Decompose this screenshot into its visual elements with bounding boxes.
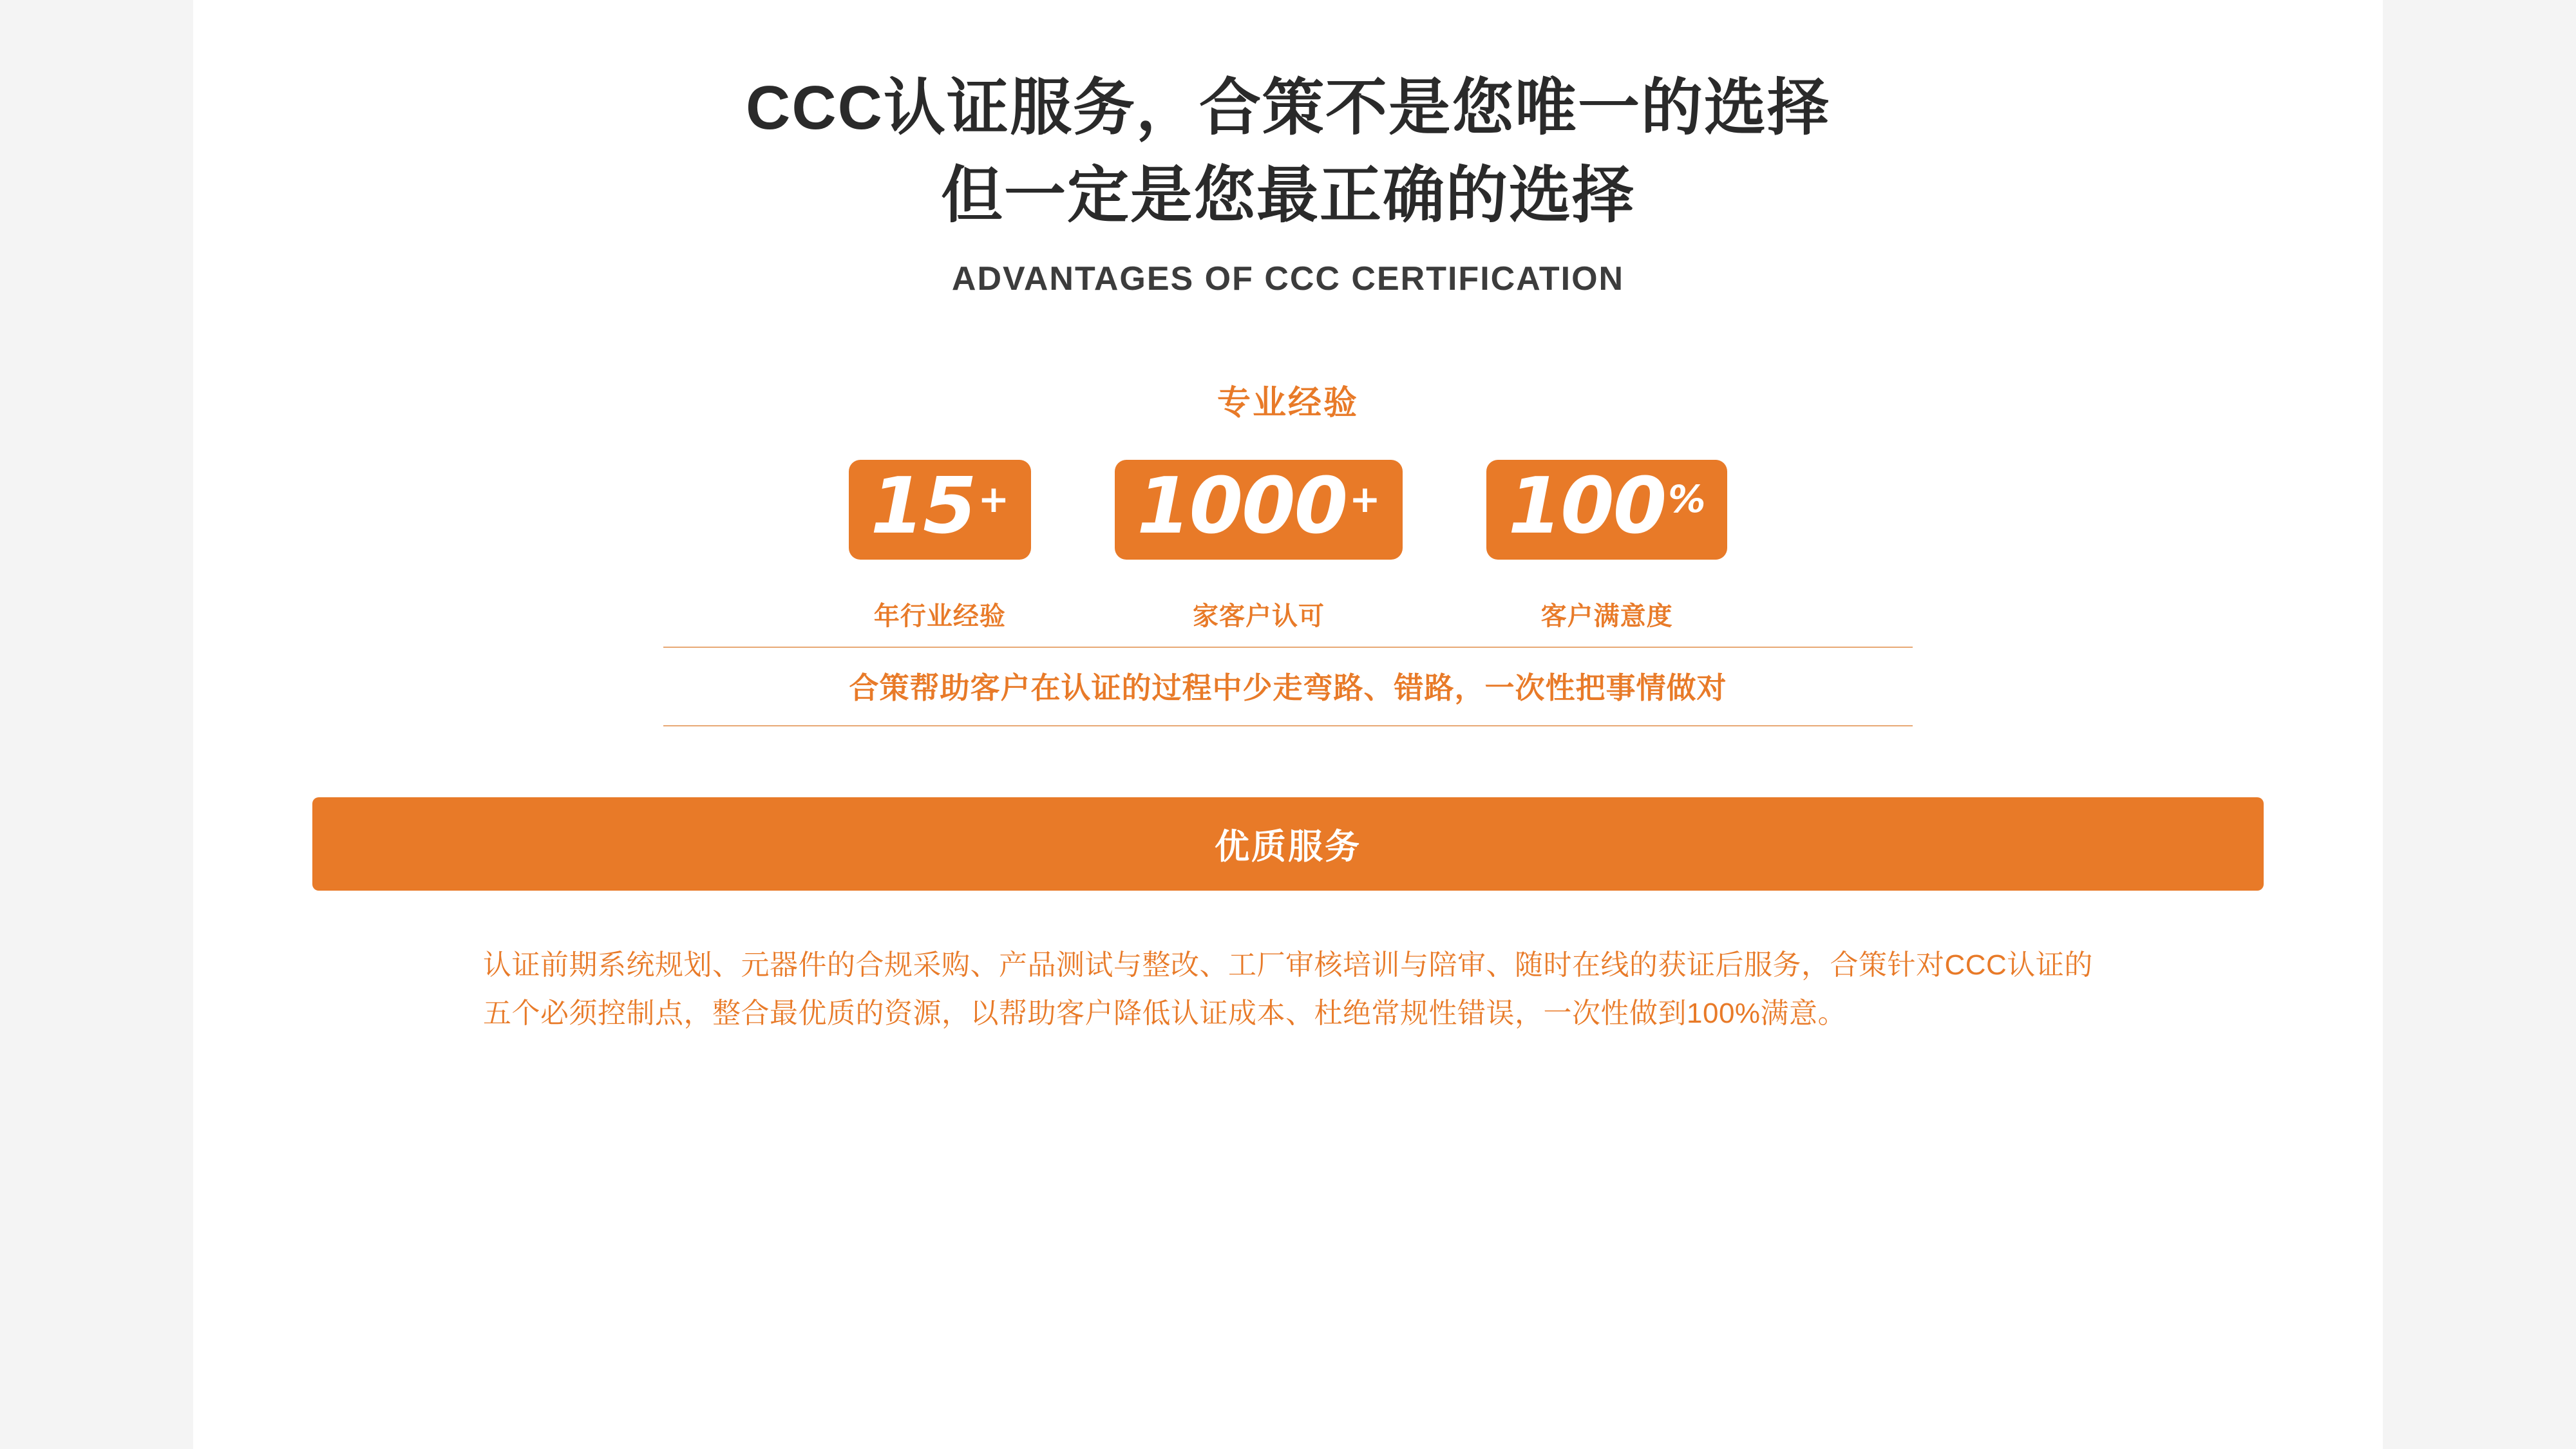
stat-label: 家客户认可 [1192, 601, 1325, 630]
stat-label: 客户满意度 [1540, 601, 1673, 630]
stats-heading: 专业经验 [1217, 384, 1359, 422]
stats-section [193, 375, 2383, 726]
stats-tagline: 合策帮助客户在认证的过程中少走弯路、错路，一次性把事情做对 [849, 670, 1727, 705]
header-block [193, 0, 2383, 298]
stat-badge [1486, 460, 1728, 560]
service-section-title: 优质服务 [1215, 827, 1361, 866]
stat-badge [849, 460, 1032, 560]
stat-label: 年行业经验 [873, 601, 1006, 630]
stat-suffix: % [1668, 477, 1706, 521]
stat-number: 15 [870, 462, 976, 552]
page-gutter-left [0, 0, 193, 1449]
stat-suffix: + [978, 477, 1010, 521]
stats-badge-list [193, 460, 2383, 632]
stat-suffix: + [1349, 477, 1381, 521]
stat-item [849, 460, 1032, 632]
page-subtitle-english: ADVANTAGES OF CCC CERTIFICATION [951, 260, 1625, 298]
stat-item [1115, 460, 1403, 632]
page-title-line-1: CCC认证服务，合策不是您唯一的选择 [746, 73, 1830, 142]
stat-badge [1115, 460, 1403, 560]
service-description-paragraph: 认证前期系统规划、元器件的合规采购、产品测试与整改、工厂审核培训与陪审、随时在线的获证后服务，合策针对CCC认证的五个必须控制点，整合最优质的资源，以帮助客户降低认证成本、杜绝常规性错误，一次性做到100%满意。 [483, 949, 2093, 1030]
stats-tagline-container [663, 647, 1913, 726]
stat-number: 100 [1508, 462, 1666, 552]
page-content [193, 0, 2383, 1449]
page-title-line-2: 但一定是您最正确的选择 [941, 161, 1635, 231]
stat-number: 1000 [1137, 462, 1347, 552]
page-gutter-right [2383, 0, 2576, 1449]
stat-item [1486, 460, 1728, 632]
service-section-bar [312, 797, 2264, 891]
